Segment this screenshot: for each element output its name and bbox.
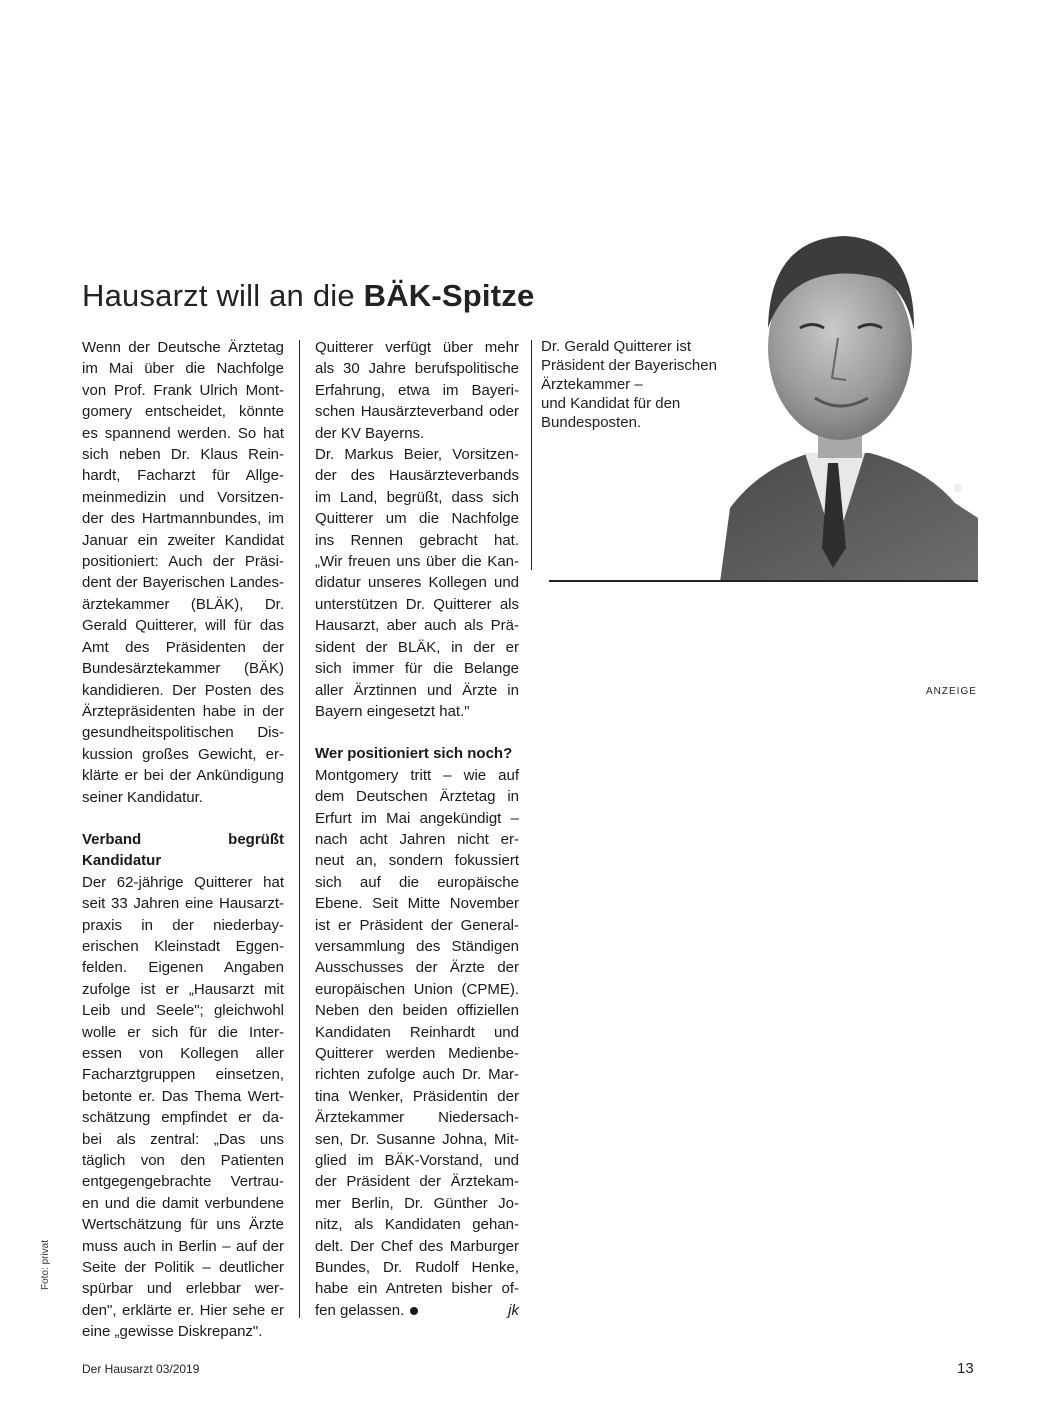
text-line: meinmedizin und Vorsitzen- <box>82 488 284 506</box>
text-line: dent der Bayerischen Landes- <box>82 574 284 592</box>
text-line: aller Ärztinnen und Ärzte in <box>315 681 519 699</box>
text-line: Wertschätzung für uns Ärzte <box>82 1216 284 1234</box>
text-line: Erfahrung, etwa im Bayeri- <box>315 381 519 399</box>
caption-line: und Kandidat für den <box>541 395 681 412</box>
text-line: schen Hausärzteverband oder <box>315 403 519 421</box>
column-divider <box>299 340 300 1318</box>
text-line: neut an, sondern fokussiert <box>315 852 519 870</box>
text-line: Quitterer werden Medienbe- <box>315 1045 519 1062</box>
text-line: erischen Kleinstadt Eggen- <box>82 937 284 955</box>
text-line: Ärztekammer Niedersach- <box>315 1109 519 1127</box>
text-line: europäischen Union (CPME). <box>315 980 519 998</box>
text-line: en und die damit verbundene <box>82 1194 284 1212</box>
text-line: essen von Kollegen aller <box>82 1045 284 1062</box>
text-line: Facharztgruppen einsetzen, <box>82 1066 284 1084</box>
text-line: Ärztepräsidenten habe in der <box>82 702 284 720</box>
text-line: klärte er bei der Ankündigung <box>82 767 284 785</box>
article-title <box>82 278 534 314</box>
advertisement-label: ANZEIGE <box>926 686 977 697</box>
subheading: Verband begrüßt Kandidatur <box>82 830 284 870</box>
text-line: „Wir freuen uns über die Kan- <box>315 553 519 571</box>
text-line: spürbar und erlebbar wer- <box>82 1280 284 1298</box>
author-signature: jk <box>508 1301 519 1319</box>
text-line: felden. Eigenen Angaben <box>82 959 284 977</box>
text-line: gomery entscheidet, könnte <box>82 403 284 421</box>
text-line: seiner Kandidatur. <box>82 788 203 806</box>
portrait-image <box>700 218 978 582</box>
text-line: entgegengebrachte Vertrau- <box>82 1173 284 1191</box>
text-line: betonte er. Das Thema Wert- <box>82 1087 284 1105</box>
text-line: täglich von den Patienten <box>82 1152 284 1170</box>
text-line: im Mai über die Nachfolge <box>82 360 284 378</box>
text-line: hardt, Facharzt für Allge- <box>82 467 284 485</box>
paragraph <box>82 872 284 1343</box>
text-line: versammlung des Ständigen <box>315 937 519 955</box>
publication-footer: Der Hausarzt 03/2019 <box>82 1362 200 1376</box>
text-line: Wenn der Deutsche Ärztetag <box>82 339 284 356</box>
text-line: wolle er sich für die Inter- <box>82 1023 284 1041</box>
text-line: den", erklärte er. Hier sehe er <box>82 1301 284 1319</box>
text-line: es spannend werden. So hat <box>82 424 284 442</box>
text-line: ärztekammer (BLÄK), Dr. <box>82 595 284 613</box>
text-line: Quitterer verfügt über mehr <box>315 339 519 356</box>
caption-line: Ärztekammer – <box>541 376 643 393</box>
title-bold: BÄK-Spitze <box>363 278 535 313</box>
text-line: delt. Der Chef des Marburger <box>315 1237 519 1255</box>
text-line: glied im BÄK-Vorstand, und <box>315 1152 519 1170</box>
text-line: Hausarzt, aber auch als Prä- <box>315 617 519 635</box>
closing-text: fen gelassen. <box>315 1301 405 1319</box>
text-line: eine „gewisse Diskrepanz". <box>82 1323 263 1341</box>
text-line: nitz, als Kandidaten gehan- <box>315 1216 519 1234</box>
text-line: dem Deutschen Ärztetag in <box>315 788 519 806</box>
text-line: gesundheitspolitischen Dis- <box>82 724 284 742</box>
caption-line: Dr. Gerald Quitterer ist <box>541 338 692 355</box>
text-line: tina Wenker, Präsidentin der <box>315 1087 519 1105</box>
paragraph <box>315 765 519 1300</box>
paragraph <box>315 444 519 722</box>
text-line: Seite der Politik – deutlicher <box>82 1259 284 1277</box>
article-column-2 <box>315 337 519 1321</box>
text-line: Kandidaten Reinhardt und <box>315 1023 519 1041</box>
photo-credit: Foto: privat <box>40 1239 51 1290</box>
text-line: der des Hausärzteverbands <box>315 467 519 485</box>
text-line: ins Rennen gebracht hat. <box>315 531 519 549</box>
text-line: Leib und Seele"; gleichwohl <box>82 1002 284 1020</box>
text-line: Ausschusses der Ärzte der <box>315 959 519 977</box>
text-line: von Prof. Frank Ulrich Mont- <box>82 381 284 399</box>
text-line: sen, Dr. Susanne Johna, Mit- <box>315 1130 519 1148</box>
text-line: Gerald Quitterer, will für das <box>82 617 284 635</box>
text-line: didatur unseres Kollegen und <box>315 574 519 592</box>
text-line: Dr. Markus Beier, Vorsitzen- <box>315 446 519 464</box>
paragraph <box>315 337 519 444</box>
text-line: Amt des Präsidenten der <box>82 638 284 656</box>
text-line: Bundes, Dr. Rudolf Henke, <box>315 1259 519 1277</box>
text-line: ist er Präsident der General- <box>315 916 519 934</box>
text-line: der des Hartmannbundes, im <box>82 510 284 528</box>
text-line: Der 62-jährige Quitterer hat <box>82 873 284 891</box>
text-line: Erfurt im Mai angekündigt – <box>315 809 519 827</box>
text-line: im Land, begrüßt, dass sich <box>315 488 519 506</box>
text-line: Januar ein zweiter Kandidat <box>82 531 284 549</box>
text-line: sich auf die europäische <box>315 873 519 891</box>
photo-rule <box>549 580 978 582</box>
text-line: als 30 Jahre berufspolitische <box>315 360 519 378</box>
text-line: der Präsident der Ärztekam- <box>315 1173 519 1191</box>
text-line: nach acht Jahren nicht er- <box>315 830 519 848</box>
text-line: Bundesärztekammer (BÄK) <box>82 660 284 678</box>
text-line: muss auch in Berlin – auf der <box>82 1237 284 1255</box>
caption-line: Bundesposten. <box>541 414 642 431</box>
end-mark-icon <box>410 1307 418 1315</box>
text-line: kussion großes Gewicht, er- <box>82 745 284 763</box>
closing-line <box>315 1300 519 1321</box>
article-column-1 <box>82 337 284 1343</box>
text-line: sich immer für die Belange <box>315 660 519 678</box>
text-line: habe ein Antreten bisher of- <box>315 1280 519 1298</box>
subheading: Wer positioniert sich noch? <box>315 745 513 763</box>
text-line: unterstützen Dr. Quitterer als <box>315 595 519 613</box>
text-line: richten zufolge auch Dr. Mar- <box>315 1066 519 1084</box>
text-line: Ebene. Seit Mitte November <box>315 895 519 913</box>
text-line: praxis in der niederbay- <box>82 916 284 934</box>
text-line: positioniert: Auch der Präsi- <box>82 553 284 571</box>
text-line: sident der BLÄK, in der er <box>315 638 519 656</box>
text-line: Neben den beiden offiziellen <box>315 1002 519 1020</box>
caption-line: Präsident der Bayerischen <box>541 357 717 374</box>
text-line: schätzung empfindet er da- <box>82 1109 284 1127</box>
text-line: der KV Bayerns. <box>315 424 425 442</box>
text-line: zufolge ist er „Hausarzt mit <box>82 980 284 998</box>
text-line: kandidieren. Der Posten des <box>82 681 284 699</box>
title-light: Hausarzt will an die <box>82 278 364 313</box>
text-line: Montgomery tritt – wie auf <box>315 766 519 784</box>
text-line: Bayern eingesetzt hat." <box>315 702 470 720</box>
portrait-photo <box>700 218 978 582</box>
text-line: sich neben Dr. Klaus Rein- <box>82 446 284 464</box>
page-number: 13 <box>957 1360 974 1377</box>
text-line: bei als zentral: „Das uns <box>82 1130 284 1148</box>
column-divider <box>531 340 532 570</box>
text-line: seit 33 Jahren eine Hausarzt- <box>82 895 284 913</box>
paragraph <box>82 337 284 808</box>
text-line: Quitterer um die Nachfolge <box>315 510 519 528</box>
text-line: mer Berlin, Dr. Günther Jo- <box>315 1194 519 1212</box>
